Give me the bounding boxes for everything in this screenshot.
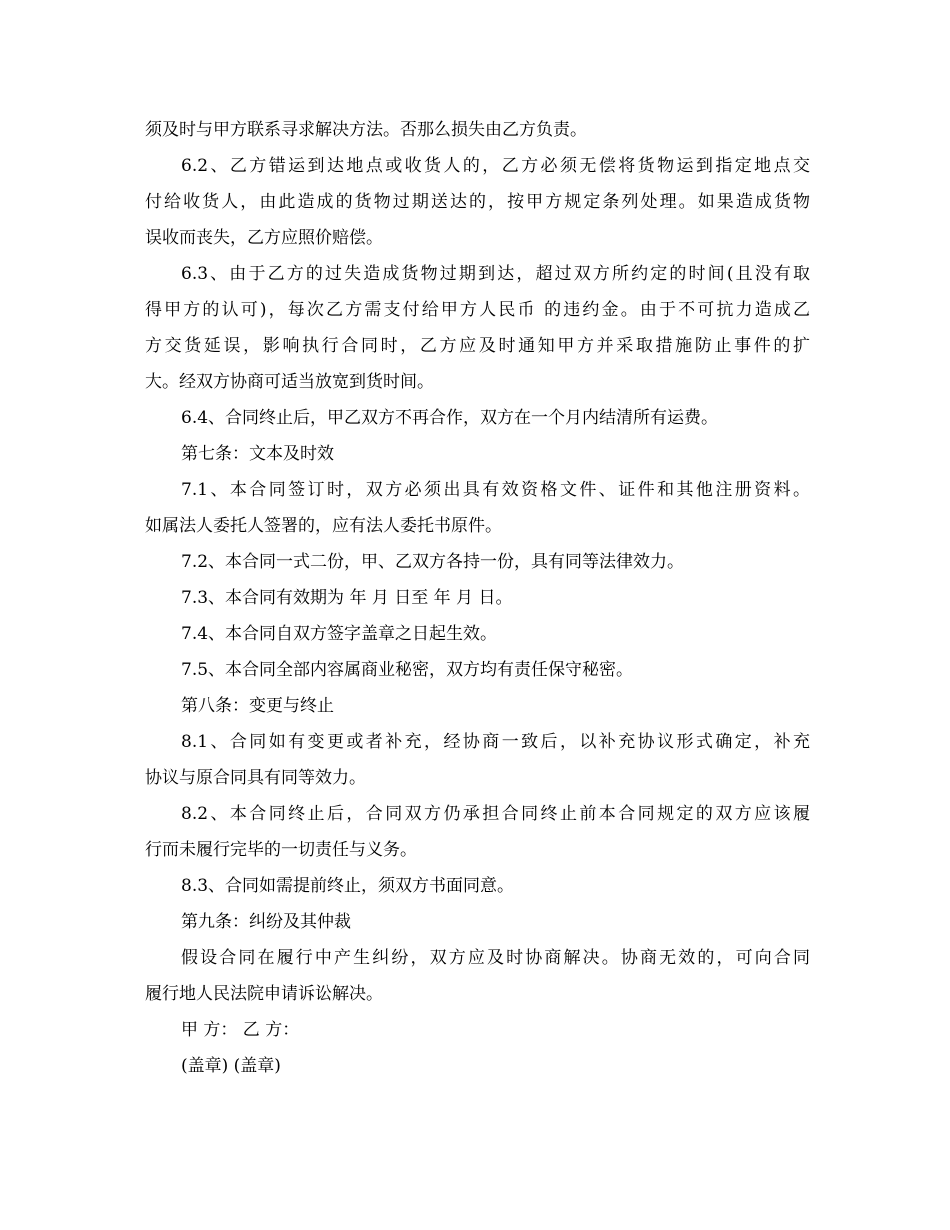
article-8-heading: 第八条：变更与终止 [181, 696, 334, 716]
party-labels: 甲 方： 乙 方： [181, 1020, 300, 1040]
text-line: 误收而丧失，乙方应照价赔偿。 [145, 228, 383, 248]
text-line: 协议与原合同具有同等效力。 [145, 768, 366, 788]
text-line: 大。经双方协商可适当放宽到货时间。 [145, 372, 434, 392]
text-line: 行而未履行完毕的一切责任与义务。 [145, 840, 417, 860]
text-line: 须及时与甲方联系寻求解决方法。否那么损失由乙方负责。 [145, 120, 587, 140]
article-9-heading: 第九条：纠纷及其仲裁 [181, 912, 351, 932]
text-line: 付给收货人，由此造成的货物过期送达的，按甲方规定条列处理。如果造成货物 [145, 192, 810, 212]
text-line: 方交货延误，影响执行合同时，乙方应及时通知甲方并采取措施防止事件的扩 [145, 336, 810, 356]
clause-7-4: 7.4、本合同自双方签字盖章之日起生效。 [181, 624, 498, 644]
dispute-clause: 假设合同在履行中产生纠纷，双方应及时协商解决。协商无效的，可向合同 [181, 948, 810, 968]
article-7-heading: 第七条：文本及时效 [181, 444, 334, 464]
clause-7-2: 7.2、本合同一式二份，甲、乙双方各持一份，具有同等法律效力。 [181, 552, 685, 572]
clause-8-3: 8.3、合同如需提前终止，须双方书面同意。 [181, 876, 515, 896]
clause-6-2: 6.2、乙方错运到达地点或收货人的，乙方必须无偿将货物运到指定地点交 [181, 156, 810, 176]
text-line: 得甲方的认可)，每次乙方需支付给甲方人民币 的违约金。由于不可抗力造成乙 [145, 300, 810, 320]
clause-7-1: 7.1、本合同签订时，双方必须出具有效资格文件、证件和其他注册资料。 [181, 480, 810, 500]
text-line: 履行地人民法院申请诉讼解决。 [145, 984, 383, 1004]
clause-7-5: 7.5、本合同全部内容属商业秘密，双方均有责任保守秘密。 [181, 660, 634, 680]
clause-8-2: 8.2、本合同终止后，合同双方仍承担合同终止前本合同规定的双方应该履 [181, 804, 810, 824]
clause-6-4: 6.4、合同终止后，甲乙双方不再合作，双方在一个月内结清所有运费。 [181, 408, 719, 428]
clause-8-1: 8.1、合同如有变更或者补充，经协商一致后，以补充协议形式确定，补充 [181, 732, 810, 752]
text-line: 如属法人委托人签署的，应有法人委托书原件。 [145, 516, 502, 536]
seal-labels: (盖章) (盖章) [181, 1056, 281, 1076]
clause-7-3: 7.3、本合同有效期为 年 月 日至 年 月 日。 [181, 588, 513, 608]
clause-6-3: 6.3、由于乙方的过失造成货物过期到达，超过双方所约定的时间(且没有取 [181, 264, 810, 284]
contract-page [145, 112, 810, 1084]
